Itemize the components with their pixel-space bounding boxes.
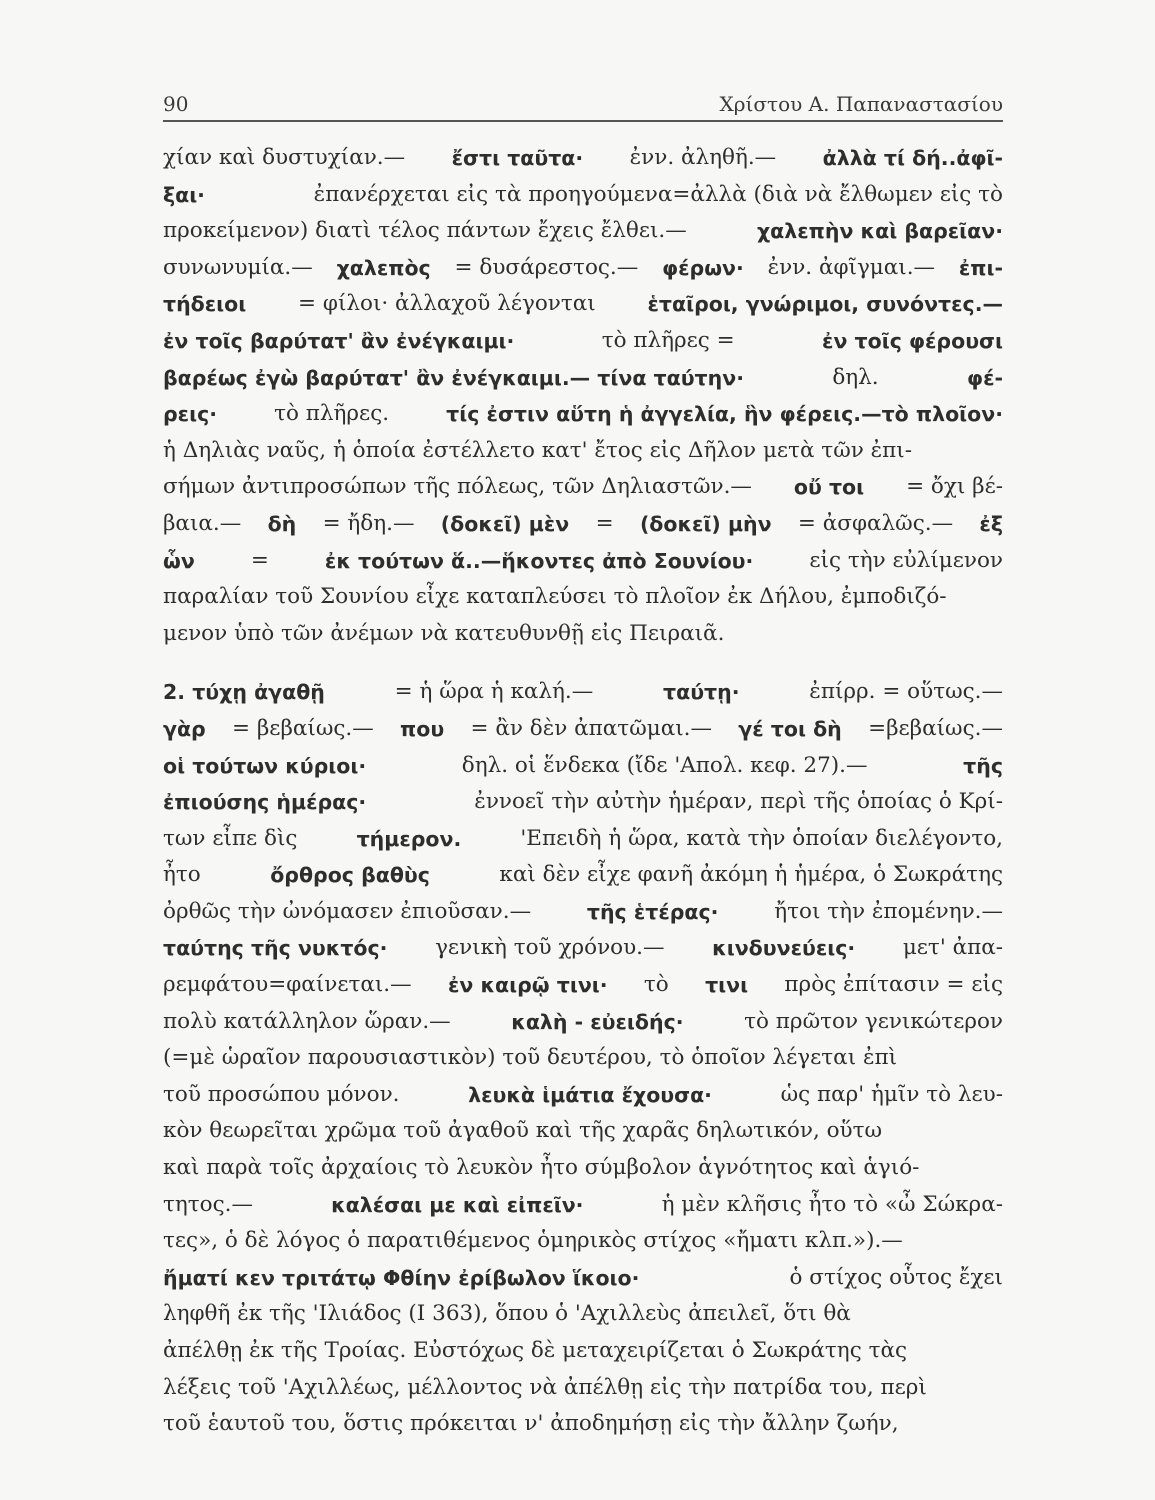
text-line (163, 1004, 1003, 1041)
page-number: 90 (163, 92, 189, 116)
text-run: λέξεις τοῦ 'Αχιλλέως, μέλλοντος νὰ ἀπέλθῃ εἰς τὴν πατρίδα του, περὶ (163, 1374, 927, 1400)
text-line (163, 250, 1003, 287)
text-line (163, 506, 1003, 543)
text-line (163, 1187, 1003, 1224)
text-run: τὸ (643, 972, 669, 998)
text-run: ἐνν. ἀληθῆ.— (629, 145, 777, 170)
text-run: μενον ὑπὸ τῶν ἀνέμων νὰ κατευθυνθῇ εἰς Πειραιᾶ. (163, 620, 725, 646)
text-run: των εἶπε δὶς (163, 825, 298, 851)
body-text (163, 140, 1003, 1443)
text-line (163, 616, 1003, 653)
text-run: ληφθῆ ἐκ τῆς 'Ιλιάδος (I 363), ὅπου ὁ 'Αχιλλεὺς ἀπειλεῖ, ὅτι θὰ (163, 1301, 851, 1327)
text-run: ὡς παρ' ἡμῖν τὸ λευ- (780, 1081, 1003, 1107)
text-run: 'Επειδὴ ἡ ὥρα, κατὰ τὴν ὁποίαν διελέγοντο, (520, 825, 1003, 851)
bold-term: ταύτῃ· (663, 680, 740, 705)
text-run: = βεβαίως.— (232, 715, 374, 741)
text-run: εἰς τὴν εὐλίμενον (809, 547, 1003, 573)
text-line (163, 821, 1003, 858)
text-line (163, 543, 1003, 580)
bold-term: ἐπι- (958, 255, 1003, 280)
text-run: ἦτο (163, 862, 201, 888)
header-rule (163, 120, 1003, 122)
text-line (163, 1150, 1003, 1187)
bold-term: ἐν τοῖς φέρουσι (822, 328, 1003, 353)
bold-term: ἐκ τούτων ἅ..—ἥκοντες ἀπὸ Σουνίου· (324, 548, 754, 573)
text-run: ρεμφάτου=φαίνεται.— (163, 972, 412, 998)
text-run: παραλίαν τοῦ Σουνίου εἶχε καταπλεύσει τὸ πλοῖον ἐκ Δήλου, ἐμποδιζό- (163, 584, 947, 610)
text-run: ἡ Δηλιὰς ναῦς, ἡ ὁποία ἐστέλλετο κατ' ἔτος εἰς Δῆλον μετὰ τῶν ἐπι- (163, 437, 912, 463)
text-line (163, 1296, 1003, 1333)
text-run: ἀπέλθῃ ἐκ τῆς Τροίας. Εὐστόχως δὲ μεταχειρίζεται ὁ Σωκράτης τὰς (163, 1338, 908, 1363)
paragraph-2 (163, 674, 1003, 1442)
bold-term: ἐν τοῖς βαρύτατ' ἂν ἐνέγκαιμι· (163, 328, 515, 353)
text-run: ἐνν. ἀφῖγμαι.— (767, 254, 936, 280)
text-run: καὶ παρὰ τοῖς ἀρχαίοις τὸ λευκὸν ἦτο σύμβολον ἁγνότητος καὶ ἁγιό- (163, 1155, 920, 1181)
text-run: πρὸς ἐπίτασιν = εἰς (784, 972, 1003, 998)
paragraph-gap (163, 652, 1003, 674)
bold-term: οὔ τοι (793, 475, 865, 500)
bold-term: λευκὰ ἱμάτια ἔχουσα· (468, 1082, 712, 1107)
text-run: ἐπανέρχεται εἰς τὰ προηγούμενα=ἀλλὰ (διὰ νὰ ἔλθωμεν εἰς τὸ (313, 181, 1003, 207)
bold-term: ἑταῖροι, γνώριμοι, συνόντες.— (647, 292, 1003, 317)
bold-term: ἀλλὰ τί δή..ἀφῖ- (822, 146, 1003, 170)
text-line (163, 323, 1003, 360)
bold-term: γὰρ (163, 716, 206, 741)
text-line (163, 674, 1003, 711)
bold-term: ἐν καιρῷ τινι· (447, 973, 608, 998)
text-line (163, 1260, 1003, 1297)
bold-term: τῆς (963, 753, 1003, 778)
bold-term: που (400, 716, 445, 741)
bold-term: οἱ τούτων κύριοι· (163, 753, 367, 778)
bold-term: φέ- (967, 365, 1003, 390)
text-line (163, 140, 1003, 177)
text-run: ὁ στίχος οὗτος ἔχει (789, 1264, 1003, 1290)
text-run: = (595, 510, 614, 536)
text-run: (=μὲ ὡραῖον παρουσιαστικὸν) τοῦ δευτέρου, τὸ ὁποῖον λέγεται ἐπὶ (163, 1045, 898, 1071)
bold-term: ἤματί κεν τριτάτῳ Φθίην ἐρίβωλον ἵκοιο· (163, 1265, 640, 1290)
text-run: κὸν θεωρεῖται χρῶμα τοῦ ἀγαθοῦ καὶ τῆς χαρᾶς δηλωτικόν, οὕτω (163, 1118, 883, 1144)
text-line (163, 1223, 1003, 1260)
text-run: = φίλοι· ἀλλαχοῦ λέγονται (298, 291, 596, 317)
text-run: ὀρθῶς τὴν ὠνόμασεν ἐπιοῦσαν.— (163, 898, 532, 924)
text-line (163, 396, 1003, 433)
text-run: τὸ πρῶτον γενικώτερον (744, 1008, 1003, 1034)
text-line (163, 784, 1003, 821)
bold-term: τῆς ἑτέρας· (586, 899, 719, 924)
bold-term: καλὴ - εὐειδής· (511, 1009, 684, 1034)
running-title: Χρίστου Α. Παπαναστασίου (719, 92, 1003, 116)
text-line (163, 1370, 1003, 1407)
bold-term: χαλεπὴν καὶ βαρεῖαν· (756, 219, 1003, 244)
text-line (163, 469, 1003, 506)
text-run: τες», ὁ δὲ λόγος ὁ παρατιθέμενος ὁμηρικὸς στίχος «ἤματι κλπ.»).— (163, 1228, 903, 1254)
bold-term: χαλεπὸς (336, 255, 431, 280)
text-run: = δυσάρεστος.— (454, 254, 639, 280)
text-run: μετ' ἀπα- (902, 935, 1003, 961)
bold-term: τήμερον. (356, 826, 462, 851)
text-line (163, 1077, 1003, 1114)
text-line (163, 1040, 1003, 1077)
bold-term: ὄρθρος βαθὺς (270, 863, 430, 888)
bold-term: ἔστι ταῦτα· (451, 146, 584, 170)
bold-term: ταύτης τῆς νυκτός· (163, 936, 388, 961)
text-line (163, 1113, 1003, 1150)
text-line (163, 711, 1003, 748)
text-line (163, 579, 1003, 616)
text-line (163, 286, 1003, 323)
bold-term: τινι (705, 973, 749, 998)
text-run: καὶ δὲν εἶχε φανῆ ἀκόμη ἡ ἡμέρα, ὁ Σωκράτης (499, 862, 1003, 888)
text-line (163, 894, 1003, 931)
text-run: δηλ. (832, 364, 879, 390)
text-run: συνωνυμία.— (163, 254, 313, 280)
text-run: τοῦ ἑαυτοῦ του, ὅστις πρόκειται ν' ἀποδημήσῃ εἰς τὴν ἄλλην ζωήν, (163, 1411, 899, 1437)
bold-term: καλέσαι με καὶ εἰπεῖν· (331, 1192, 584, 1217)
text-run: πολὺ κατάλληλον ὥραν.— (163, 1008, 451, 1034)
bold-term: κινδυνεύεις· (712, 936, 856, 961)
text-run: = ὄχι βέ- (906, 474, 1003, 500)
text-run: τὸ πλῆρες. (274, 401, 390, 427)
page-header (163, 80, 1003, 116)
text-run: χίαν καὶ δυστυχίαν.— (163, 145, 406, 170)
text-line (163, 930, 1003, 967)
text-run: τὸ πλῆρες = (601, 327, 735, 353)
text-run: = ἡ ὥρα ἡ καλή.— (394, 679, 594, 705)
text-line (163, 857, 1003, 894)
paragraph-1 (163, 140, 1003, 652)
bold-term: (δοκεῖ) μὴν (639, 511, 772, 536)
text-run: δηλ. οἱ ἕνδεκα (ἴδε 'Απολ. κεφ. 27).— (461, 752, 868, 778)
text-line (163, 967, 1003, 1004)
bold-term: δὴ (267, 511, 297, 536)
text-line (163, 213, 1003, 250)
bold-term: ἐπιούσης ἡμέρας· (163, 790, 367, 815)
bold-term: τίς ἐστιν αὕτη ἡ ἀγγελία, ἣν φέρεις.—τὸ πλοῖον· (446, 402, 1003, 427)
text-run: ἐπίρρ. = οὕτως.— (809, 679, 1003, 705)
text-run: ἤτοι τὴν ἐπομένην.— (774, 898, 1003, 924)
text-line (163, 433, 1003, 470)
bold-term: φέρων· (662, 255, 744, 280)
text-run: = ἂν δὲν ἀπατῶμαι.— (470, 715, 712, 741)
bold-term: βαρέως ἐγὼ βαρύτατ' ἂν ἐνέγκαιμι.— τίνα ταύτην· (163, 365, 744, 390)
text-line (163, 748, 1003, 785)
bold-term: 2. τύχῃ ἀγαθῇ (163, 680, 325, 705)
text-run: γενικὴ τοῦ χρόνου.— (435, 935, 665, 961)
text-line (163, 177, 1003, 214)
bold-term: γέ τοι δὴ (738, 716, 842, 741)
text-line (163, 1406, 1003, 1443)
text-run: =βεβαίως.— (868, 715, 1003, 741)
text-run: = ἀσφαλῶς.— (797, 510, 954, 536)
bold-term: ξαι· (163, 182, 205, 207)
bold-term: τήδειοι (163, 292, 247, 317)
text-run: = ἤδη.— (322, 510, 415, 536)
bold-term: ἐξ (979, 511, 1003, 536)
text-line (163, 360, 1003, 397)
text-run: ἡ μὲν κλῆσις ἦτο τὸ «ὦ Σώκρα- (661, 1191, 1003, 1217)
bold-term: ρεις· (163, 402, 218, 427)
bold-term: (δοκεῖ) μὲν (440, 511, 570, 536)
text-run: προκείμενον) διατὶ τέλος πάντων ἔχεις ἔλθει.— (163, 218, 687, 244)
text-run: τοῦ προσώπου μόνον. (163, 1081, 400, 1107)
text-run: τητος.— (163, 1191, 253, 1217)
text-run: βαια.— (163, 510, 242, 536)
text-run: = (250, 547, 269, 573)
text-run: ἐννοεῖ τὴν αὐτὴν ἡμέραν, περὶ τῆς ὁποίας ὁ Κρί- (474, 789, 1003, 815)
bold-term: ὧν (163, 548, 195, 573)
text-run: σήμων ἀντιπροσώπων τῆς πόλεως, τῶν Δηλιαστῶν.— (163, 474, 752, 500)
text-line (163, 1333, 1003, 1370)
